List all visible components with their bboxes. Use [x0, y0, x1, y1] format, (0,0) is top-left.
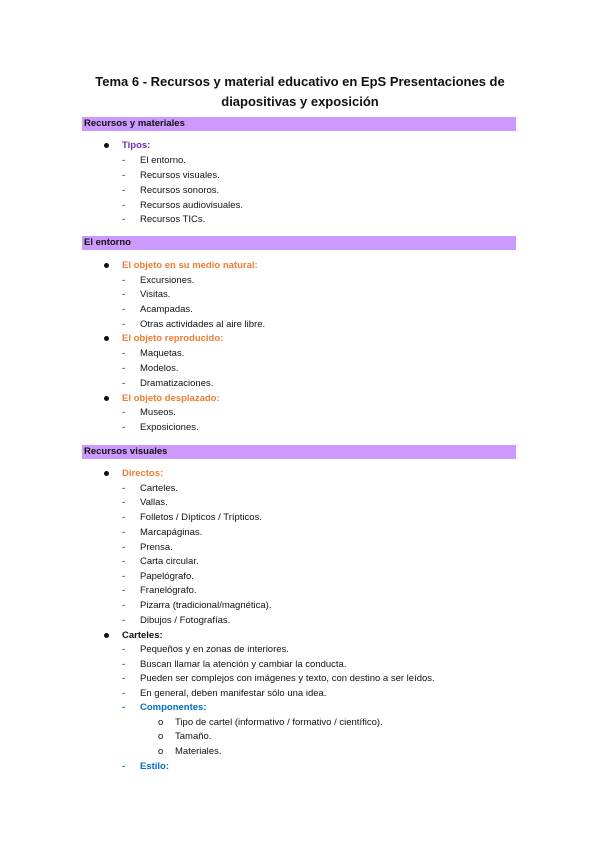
- bullet-dot: [104, 143, 109, 148]
- section-header-recursos-materiales: Recursos y materiales: [82, 117, 516, 131]
- document-page: Tema 6 - Recursos y material educativo en EpS Presentaciones de diapositivas y exposición Recursos y materiales Tipos: - El entorno. - Recursos visuales. - Recursos sonoros. - Recursos audiovisuales. - Recursos TICs. El entorno El objeto en su medio natural: - Excursiones. - Visitas. - Acampadas. - Otras actividades al aire libre. El objeto reproducido: - Maquetas. - Modelos. - Dramatizaciones. El objeto desplazado: - Museos. - Exposiciones. Recursos visuales Directos: - Carteles. - Vallas. - Folletos / Dípticos / Trípticos. - Marcapáginas. - Prensa. - Carta circular. - Papelógrafo. - Franelógrafo. - Pizarra (tradicional/magnética). - Dibujos / Fotografías. Carteles: - Pequeños y en zonas de interiores. - Buscan llamar la atención y cambiar la conducta. - Pueden ser complejos con imágenes y texto, con destino a ser leídos. - En general, deben manifestar sólo una idea. - Componentes: o Tipo de cartel (informativo / formativo / científico). o Tamaño. o Materiales. - Estilo:: [0, 0, 599, 848]
- bullet-reproducido: El objeto reproducido:: [122, 332, 223, 346]
- bullet-label: Tipos:: [122, 140, 151, 151]
- bullet-desplazado: El objeto desplazado:: [122, 392, 220, 406]
- bullet-directos: Directos:: [122, 467, 163, 481]
- section-header-el-entorno: El entorno: [82, 236, 516, 250]
- bullet-tipos: [122, 139, 150, 153]
- title-line-2: diapositivas y exposición: [221, 94, 379, 109]
- section-header-recursos-visuales: Recursos visuales: [82, 445, 516, 459]
- bullet-medio-natural: El objeto en su medio natural:: [122, 259, 258, 273]
- title-line-1: Tema 6 - Recursos y material educativo en EpS Presentaciones de: [95, 74, 505, 89]
- bullet-carteles: Carteles:: [122, 629, 163, 643]
- document-title: [60, 72, 540, 112]
